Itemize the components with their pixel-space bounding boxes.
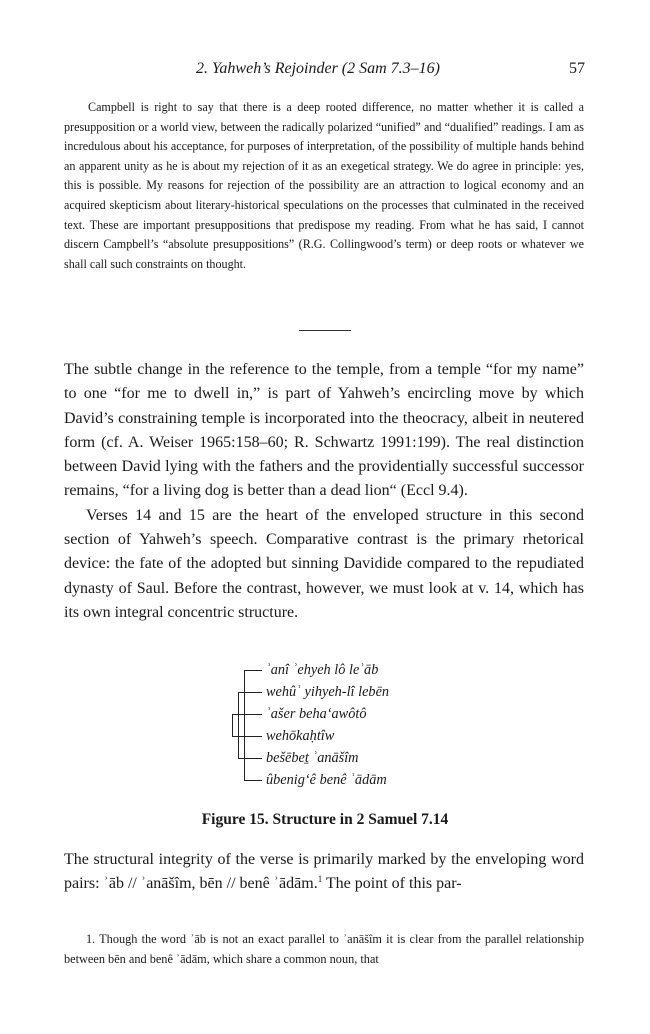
structure-line-1: ʾanî ʾehyeh lô leʾāb <box>266 662 379 678</box>
body-paragraph-2: Verses 14 and 15 are the heart of the enveloped structure in this second section of Yahweh’s speech. Comparative contrast is the primary rhetorical device: the fate of the adopted but sinning Davidide compared to the repudiated dynasty of Saul. Before the contrast, however, we must look at v. 14, which has its own integral concentric structure. <box>64 506 584 621</box>
concentric-structure-diagram <box>228 660 458 790</box>
structure-line-5: bešēbeṯ ʾanāšîm <box>266 750 359 766</box>
outer-bracket-top-arm <box>244 670 262 671</box>
footnote: 1. Though the word ʾāb is not an exact parallel to ʾanāšîm it is clear from the parallel relationship between bēn and benê ʾādām, which share a common noun, that <box>64 932 584 966</box>
middle-bracket-bottom-arm <box>238 758 262 759</box>
outer-bracket-bottom-arm <box>244 780 262 781</box>
structure-line-2: wehûʾ yihyeh-lî lebēn <box>266 684 390 700</box>
running-header <box>64 60 584 84</box>
inner-bracket-bottom-arm <box>232 736 262 737</box>
closing-text <box>64 848 584 897</box>
page-number: 57 <box>569 60 585 77</box>
body-paragraph-1: The subtle change in the reference to the temple, from a temple “for my name” to one “for me to dwell in,” is part of Yahweh’s encircling move by which David’s constraining temple is incorporated into the theocracy, albeit in neutered form (cf. A. Weiser 1965:158–60; R. Schwartz 1991:199). The real distinction between David lying with the fathers and the providentially successful successor remains, “for a living dog is better than a dead lion“ (Eccl 9.4). <box>64 361 584 500</box>
inner-bracket <box>232 714 233 736</box>
structure-line-3: ʾašer beha‘awôtô <box>266 706 367 722</box>
structure-line-6: ûbenig‘ê benê ʾādām <box>266 772 387 788</box>
closing-paragraph <box>64 848 584 897</box>
section-divider <box>299 330 351 331</box>
outer-bracket <box>244 670 245 780</box>
note-paragraph: Campbell is right to say that there is a deep rooted difference, no matter whether it is called a presupposition or a world view, between the radically polarized “unified” and “dualified” readings. I am as incredulous about his acceptance, for purposes of interpretation, of the possibility of multiple hands behind an apparent unity as he is about my rejection of it as an exegetical strategy. We do agree in principle: yes, this is possible. My reasons for rejection of the possibility are an attraction to logical economy and an acquired skepticism about literary-historical speculations on the processes that culminated in the received text. These are important presuppositions that predispose my reading. From what he has said, I cannot discern Campbell’s “absolute presuppositions” (R.G. Collingwood’s term) or deep roots or whatever we shall call such constraints on thought. <box>64 100 584 271</box>
running-title: 2. Yahweh’s Rejoinder (2 Sam 7.3–16) <box>196 60 440 77</box>
note-block <box>64 98 584 274</box>
structure-line-4: wehōkaḥtîw <box>266 728 335 744</box>
closing-text-before-note: The structural integrity of the verse is primarily marked by the enveloping word pairs: ʾāb // ʾanāšîm, bēn // benê ʾādām. <box>64 851 584 893</box>
middle-bracket <box>238 692 239 758</box>
middle-bracket-top-arm <box>238 692 262 693</box>
closing-text-after-note: The point of this par- <box>322 875 462 893</box>
figure-caption: Figure 15. Structure in 2 Samuel 7.14 <box>201 811 449 828</box>
body-text <box>64 358 584 625</box>
footnote-reference[interactable]: 1 <box>317 874 323 885</box>
inner-bracket-top-arm <box>232 714 262 715</box>
